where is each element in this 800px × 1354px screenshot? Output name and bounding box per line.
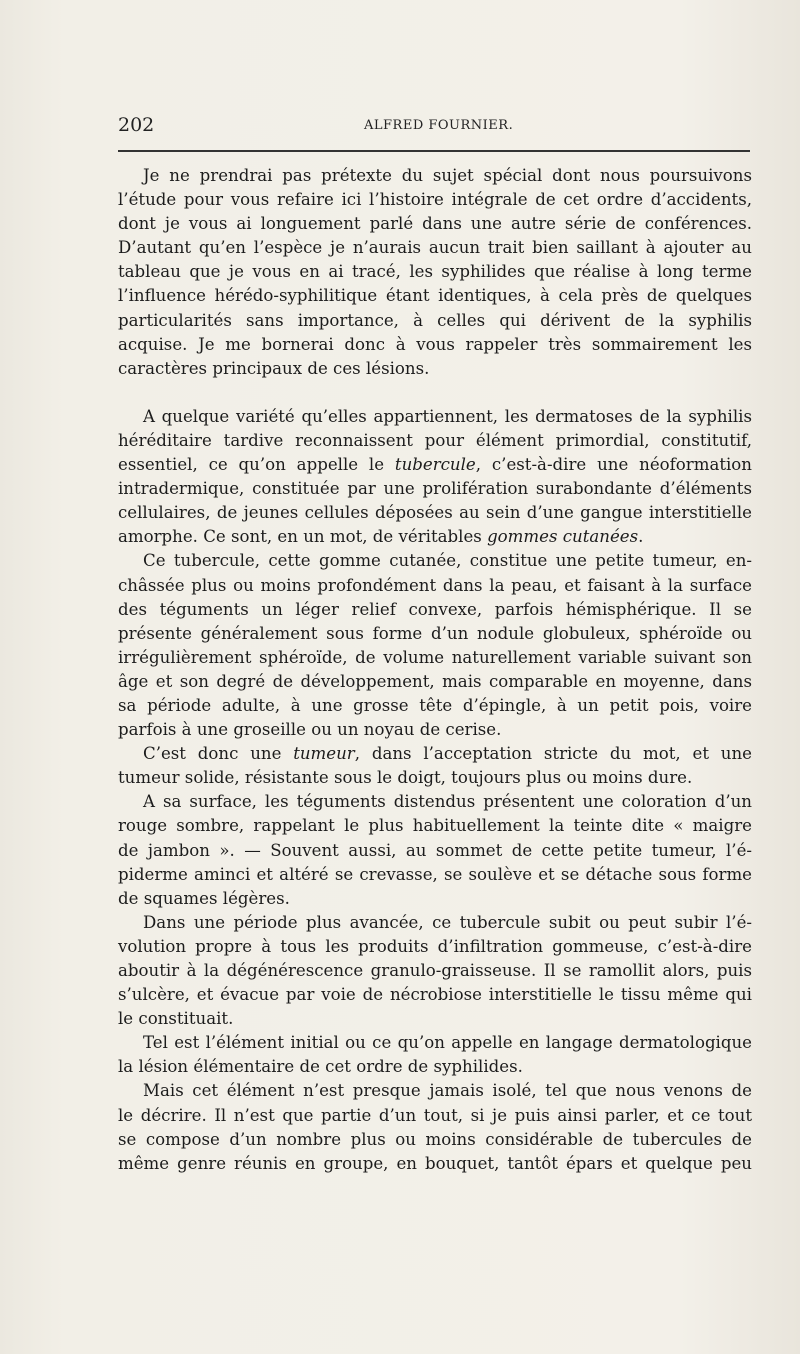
text-line: Mais cet élément n’est presque jamais isolé, tel que nous venons de (143, 1081, 752, 1101)
text-line: dont je vous ai longuement parlé dans une autre série de conférences. (118, 214, 752, 234)
text-line: des téguments un léger relief convexe, parfois hémisphérique. Il se (118, 599, 752, 619)
text-line: parfois à une groseille ou un noyau de cerise. (118, 720, 502, 740)
emphasis-term: tubercule (394, 455, 476, 475)
text-line: de squames légères. (118, 888, 290, 908)
text-line: se compose d’un nombre plus ou moins considérable de tubercules de (118, 1129, 752, 1149)
text-line: aboutir à la dégénérescence granulo-graisseuse. Il se ramollit alors, puis (118, 961, 752, 980)
text-line: irrégulièrement sphéroïde, de volume naturellement variable suivant son (118, 647, 752, 667)
text-line: volution propre à tous les produits d’infiltration gommeuse, c’est-à-dire (118, 936, 752, 956)
text-line: s’ulcère, et évacue par voie de nécrobiose interstitielle le tissu même qui (118, 985, 752, 1005)
text-line: Tel est l’élément initial ou ce qu’on appelle en langage dermatologique (143, 1033, 752, 1053)
paragraph-gap (118, 381, 752, 405)
text-line: Ce tubercule, cette gomme cutanée, constitue une petite tumeur, en- (143, 551, 752, 571)
header-rule (118, 150, 750, 152)
text-line: rouge sombre, rappelant le plus habituellement la teinte dite « maigre (118, 816, 752, 836)
text-line: l’influence hérédo-syphilitique étant identiques, à cela près de quelques (118, 286, 752, 306)
emphasis-term: tumeur (293, 744, 355, 764)
text-line: l’étude pour vous refaire ici l’histoire intégrale de cet ordre d’accidents, (118, 190, 752, 210)
text-line: Je ne prendrai pas prétexte du sujet spécial dont nous poursuivons (143, 166, 752, 185)
text-line-with-emphasis (118, 453, 752, 477)
text-line: Dans une période plus avancée, ce tubercule subit ou peut subir l’é- (143, 912, 752, 932)
text-line-with-emphasis (118, 742, 752, 766)
text-line: tumeur solide, résistante sous le doigt, toujours plus ou moins dure. (118, 768, 693, 788)
text-fragment: , dans l’acceptation stricte du mot, et une (354, 744, 752, 764)
text-line: cellulaires, de jeunes cellules déposées au sein d’une gangue interstitielle (118, 503, 752, 523)
text-line: caractères principaux de ces lésions. (118, 358, 430, 378)
text-line: piderme aminci et altéré se crevasse, se soulève et se détache sous forme (118, 864, 752, 884)
text-fragment: amorphe. Ce sont, en un mot, de véritables (118, 527, 488, 547)
text-line: même genre réunis en groupe, en bouquet, tantôt épars et quelque peu (118, 1153, 752, 1173)
text-line: A quelque variété qu’elles appartiennent, les dermatoses de la syphilis (143, 406, 752, 426)
emphasis-term: gommes cutanées (487, 527, 639, 547)
text-line: particularités sans importance, à celles qui dérivent de la syphilis (118, 310, 752, 330)
text-line: A sa surface, les téguments distendus présentent une coloration d’un (143, 792, 752, 812)
text-line-with-emphasis (118, 525, 752, 549)
text-fragment: . (638, 527, 644, 547)
text-fragment: C’est donc une (143, 744, 294, 764)
text-line: âge et son degré de développement, mais comparable en moyenne, dans (118, 671, 752, 691)
text-fragment: essentiel, ce qu’on appelle le (118, 455, 395, 475)
text-line: D’autant qu’en l’espèce je n’aurais aucun trait bien saillant à ajouter au (118, 238, 752, 258)
text-line: acquise. Je me bornerai donc à vous rappeler très sommairement les (118, 334, 752, 354)
page-number: 202 (118, 114, 155, 136)
page-header (118, 112, 750, 142)
text-line: le décrire. Il n’est que partie d’un tout, si je puis ainsi parler, et ce tout (118, 1105, 752, 1125)
text-line: sa période adulte, à une grosse tête d’épingle, à un petit pois, voire (118, 695, 752, 715)
text-line: châssée plus ou moins profondément dans la peau, et faisant à la surface (118, 575, 752, 595)
text-line: héréditaire tardive reconnaissent pour élément primordial, constitutif, (118, 430, 752, 450)
text-fragment: , c’est-à-dire une néoformation (475, 455, 752, 475)
text-line: présente généralement sous forme d’un nodule globuleux, sphéroïde ou (118, 623, 752, 643)
text-line: tableau que je vous en ai tracé, les syphilides que réalise à long terme (118, 262, 752, 282)
running-head: ALFRED FOURNIER. (364, 118, 514, 133)
body-text (118, 164, 752, 1176)
text-line: le constituait. (118, 1009, 234, 1029)
text-line: intradermique, constituée par une prolifération surabondante d’éléments (118, 479, 752, 499)
text-line: la lésion élémentaire de cet ordre de syphilides. (118, 1057, 523, 1077)
text-line: de jambon ». — Souvent aussi, au sommet de cette petite tumeur, l’é- (118, 840, 752, 860)
